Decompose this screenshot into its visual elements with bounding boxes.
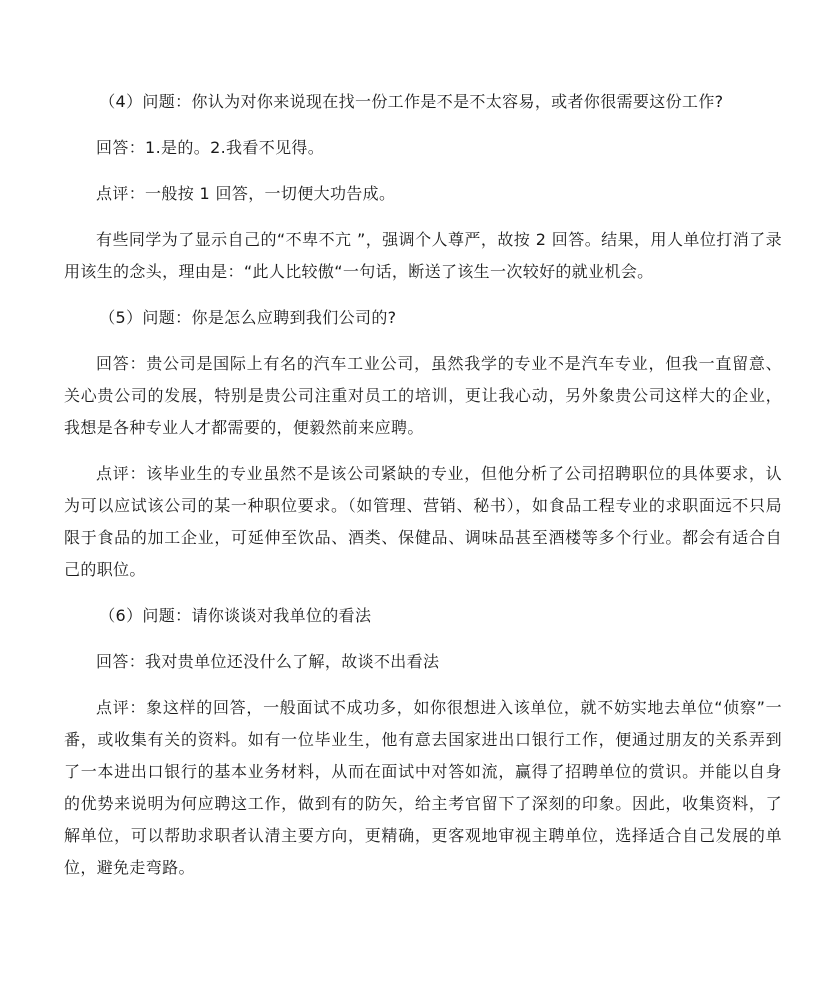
comment-4: 点评：一般按 1 回答，一切便大功告成。	[96, 184, 396, 203]
question-6: （6）问题：请你谈谈对我单位的看法	[99, 606, 372, 625]
question-4: （4）问题：你认为对你来说现在找一份工作是不是不太容易，或者你很需要这份工作?	[99, 92, 724, 111]
answer-4: 回答：1.是的。2.我看不见得。	[96, 138, 325, 157]
question-5: （5）问题：你是怎么应聘到我们公司的?	[99, 308, 397, 327]
document-body	[64, 86, 782, 898]
comment-4-detail: 有些同学为了显示自己的“不卑不亢 ”，强调个人尊严，故按 2 回答。结果，用人单位打消了录用该生的念头，理由是：“此人比较傲“一句话，断送了该生一次较好的就业机会。	[64, 230, 782, 281]
answer-5: 回答：贵公司是国际上有名的汽车工业公司，虽然我学的专业不是汽车专业，但我一直留意、关心贵公司的发展，特别是贵公司注重对员工的培训，更让我心动，另外象贵公司这样大的企业，我想是各种专业人才都需要的，便毅然前来应聘。	[64, 354, 782, 437]
comment-5: 点评：该毕业生的专业虽然不是该公司紧缺的专业，但他分析了公司招聘职位的具体要求，认为可以应试该公司的某一种职位要求。（如管理、营销、秘书），如食品工程专业的求职面远不只局限于食品的加工企业，可延伸至饮品、酒类、保健品、调味品甚至酒楼等多个行业。都会有适合自己的职位。	[64, 464, 782, 579]
answer-6: 回答：我对贵单位还没什么了解，故谈不出看法	[96, 652, 440, 671]
comment-6: 点评：象这样的回答，一般面试不成功多，如你很想进入该单位，就不妨实地去单位“侦察”一番，或收集有关的资料。如有一位毕业生，他有意去国家进出口银行工作，便通过朋友的关系弄到了一本进出口银行的基本业务材料，从而在面试中对答如流，赢得了招聘单位的赏识。并能以自身的优势来说明为何应聘这工作，做到有的防矢，给主考官留下了深刻的印象。因此，收集资料，了解单位，可以帮助求职者认清主要方向，更精确，更客观地审视主聘单位，选择适合自己发展的单位，避免走弯路。	[64, 698, 782, 877]
